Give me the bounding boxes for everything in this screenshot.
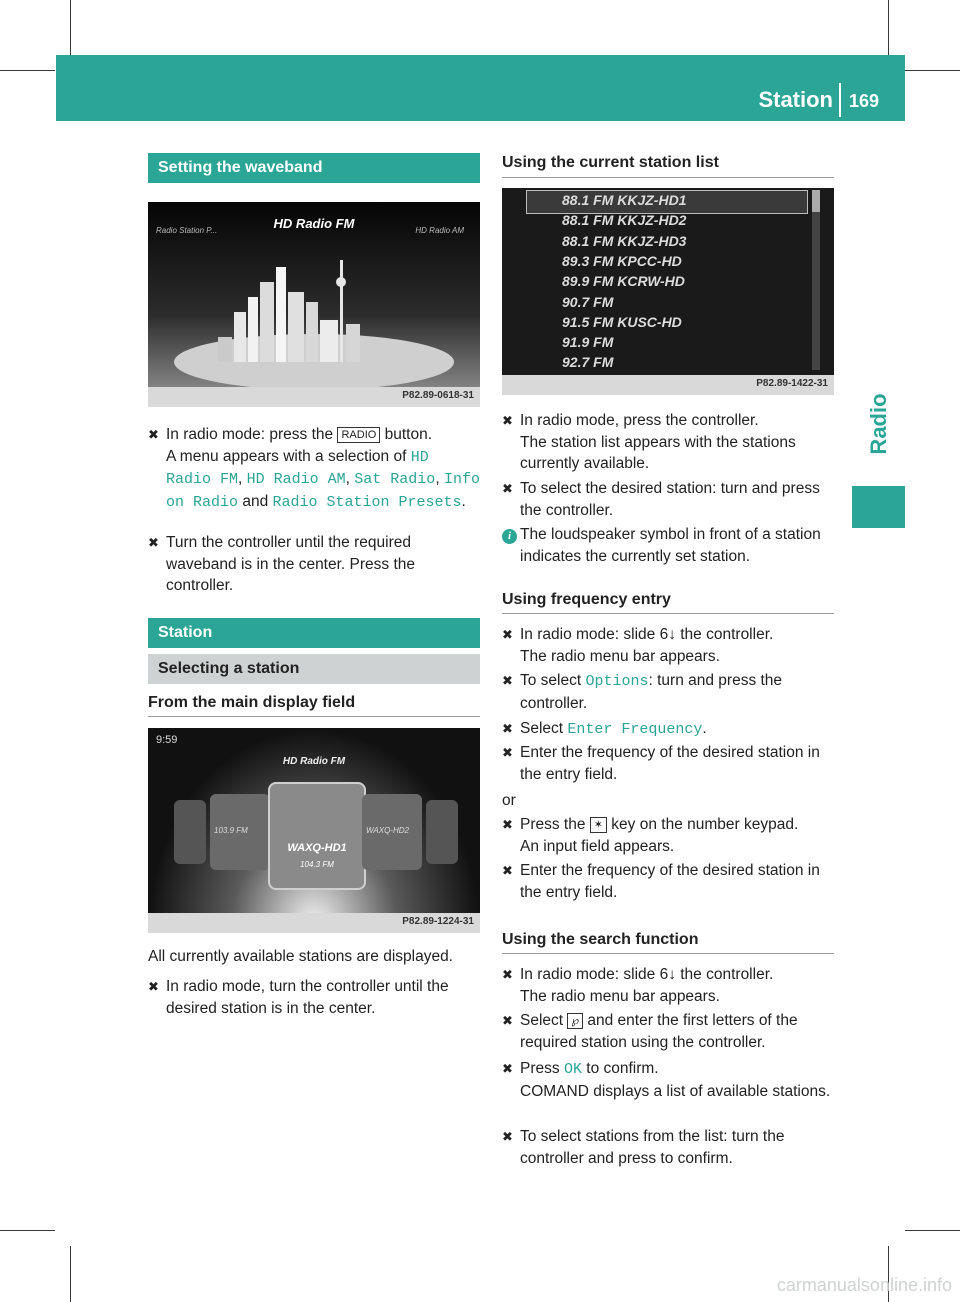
- screen-right-item: HD Radio AM: [415, 226, 464, 235]
- arrow-icon: ✖: [502, 627, 513, 642]
- station-list-item[interactable]: 88.1 FM KKJZ-HD3: [562, 233, 687, 249]
- step-text: button.: [380, 426, 433, 443]
- station-list-item[interactable]: 92.7 FM: [562, 354, 614, 370]
- station-card-center[interactable]: [268, 782, 366, 890]
- crop-mark: [905, 1230, 960, 1231]
- step-text: key on the number keypad.: [607, 816, 799, 833]
- option-sat-radio: Sat Radio: [354, 471, 436, 488]
- step-press-ok: [502, 1058, 836, 1102]
- station-card-far-left: [174, 800, 206, 864]
- step-text: In radio mode: press the: [166, 426, 338, 443]
- step-text: Press the: [520, 816, 590, 833]
- para-all-stations: All currently available stations are displayed.: [148, 948, 453, 965]
- crop-mark: [0, 70, 55, 71]
- section-title-station: [148, 618, 480, 648]
- side-tab-label: Radio: [865, 393, 891, 455]
- screenshot-station-carousel: [148, 728, 480, 933]
- step-text: To select the desired station: turn and press the controller.: [520, 480, 820, 519]
- screen-left-item: Radio Station P...: [156, 226, 218, 235]
- arrow-icon: ✖: [502, 673, 513, 688]
- arrow-icon: ✖: [502, 1013, 513, 1028]
- station-label: 103.9 FM: [214, 826, 248, 835]
- watermark: carmanualsonline.info: [776, 1275, 952, 1295]
- heading-search-function: Using the search function: [502, 931, 699, 948]
- step-text: Select: [520, 1012, 568, 1029]
- step-select-station: [502, 478, 836, 521]
- info-note: [502, 524, 836, 567]
- crop-mark: [70, 0, 71, 55]
- city-illustration: [148, 242, 480, 387]
- option-ok: OK: [563, 1061, 582, 1078]
- center-station-name: WAXQ-HD1: [287, 842, 347, 854]
- step-text: To select: [520, 672, 586, 689]
- caption-code: P82.89-1224-31: [402, 916, 474, 927]
- option-info-on-radio: Info on Radio: [166, 471, 480, 511]
- step-search-slide: [502, 964, 836, 1007]
- step-select-from-list: [502, 1126, 836, 1169]
- station-list-item[interactable]: 88.1 FM KKJZ-HD1: [562, 192, 687, 208]
- caption-code: P82.89-1422-31: [756, 378, 828, 389]
- caption-bar: [502, 375, 834, 395]
- list-scrollbar[interactable]: [812, 190, 820, 370]
- arrow-icon: ✖: [502, 817, 513, 832]
- option-enter-frequency: Enter Frequency: [567, 721, 703, 738]
- page-number: 169: [848, 91, 879, 111]
- step-text: In radio mode: slide 6↓ the controller.: [520, 966, 774, 983]
- crop-mark: [70, 1246, 71, 1302]
- step-select-options: [502, 670, 836, 714]
- step-slide-controller: [502, 624, 836, 667]
- station-label: WAXQ-HD2: [366, 826, 409, 835]
- heading-rule: [502, 953, 834, 954]
- heading-rule: [502, 177, 834, 178]
- arrow-icon: ✖: [502, 863, 513, 878]
- step-text: to confirm.: [581, 1060, 659, 1077]
- heading-rule: [502, 613, 834, 614]
- step-text: The station list appears with the stations currently available.: [520, 433, 796, 472]
- star-key-icon: ✶: [590, 817, 607, 833]
- caption-code: P82.89-0618-31: [402, 390, 474, 401]
- step-text: A menu appears with a selection of: [166, 447, 411, 465]
- step-text: Select: [520, 720, 568, 737]
- step-text: In radio mode, press the controller.: [520, 412, 759, 429]
- step-text: The radio menu bar appears.: [520, 987, 720, 1005]
- step-search-select: [502, 1010, 836, 1053]
- crop-mark: [888, 0, 889, 55]
- step-text: In radio mode: slide 6↓ the controller.: [520, 626, 774, 643]
- list-scrollbar-thumb[interactable]: [812, 190, 820, 212]
- step-press-star-key: [502, 814, 836, 857]
- option-options: Options: [585, 673, 649, 690]
- section-title-text: Setting the waveband: [158, 159, 323, 176]
- center-station-freq: 104.3 FM: [300, 860, 334, 869]
- heading-frequency-entry: Using frequency entry: [502, 591, 671, 608]
- screen-title: HD Radio FM: [282, 756, 346, 767]
- step-text: and enter the first letters of the required station using the controller.: [520, 1012, 798, 1051]
- option-radio-station-presets: Radio Station Presets: [272, 493, 462, 511]
- arrow-icon: ✖: [148, 979, 159, 994]
- station-list-item[interactable]: 89.3 FM KPCC-HD: [562, 253, 682, 269]
- section-title-text: Station: [158, 624, 213, 641]
- step-press-controller: [502, 410, 836, 475]
- station-list-item[interactable]: 89.9 FM KCRW-HD: [562, 273, 685, 289]
- station-card-far-right: [426, 800, 458, 864]
- step-text: Turn the controller until the required waveband is in the center. Press the controller.: [166, 534, 416, 594]
- option-hd-radio-am: HD Radio AM: [246, 471, 346, 488]
- station-card-left: [210, 794, 270, 870]
- arrow-icon: ✖: [502, 721, 513, 736]
- step-select-enter-frequency: ✖ Select Enter Frequency.: [502, 720, 707, 738]
- subsection-title: [148, 654, 480, 684]
- caption-bar: [148, 913, 480, 933]
- step-text: and: [238, 492, 273, 510]
- screen-time: 9:59: [156, 734, 178, 746]
- step-enter-frequency: [502, 742, 836, 785]
- arrow-icon: ✖: [148, 427, 159, 442]
- header-separator: [839, 83, 841, 117]
- station-list-item[interactable]: 88.1 FM KKJZ-HD2: [562, 212, 687, 228]
- heading-station-list: Using the current station list: [502, 154, 719, 171]
- crop-mark: [0, 1230, 55, 1231]
- arrow-icon: ✖: [148, 535, 159, 550]
- arrow-icon: ✖: [502, 1129, 513, 1144]
- page-title: Station: [758, 87, 833, 112]
- station-card-right: [362, 794, 422, 870]
- side-tab-marker: [852, 486, 905, 528]
- step-text: Press: [520, 1060, 564, 1077]
- step-text: To select stations from the list: turn the controller and press to confirm.: [520, 1128, 785, 1167]
- arrow-icon: ✖: [502, 413, 513, 428]
- radio-button-icon: RADIO: [337, 427, 380, 443]
- option-hd-radio-fm: HD Radio FM: [166, 448, 429, 488]
- info-icon: i: [502, 524, 517, 546]
- screen-title: HD Radio FM: [273, 216, 355, 231]
- section-title-waveband: [148, 153, 480, 183]
- step-text: Enter the frequency of the desired station in the entry field.: [520, 744, 820, 783]
- screenshot-station-list: [502, 188, 834, 395]
- side-tab: [852, 374, 905, 474]
- arrow-icon: ✖: [502, 967, 513, 982]
- crop-mark: [905, 70, 960, 71]
- station-list-item[interactable]: 90.7 FM: [562, 294, 614, 310]
- step-turn-to-center: [148, 976, 482, 1019]
- step-text: The radio menu bar appears.: [520, 647, 720, 665]
- screenshot-hd-radio-menu: [148, 202, 480, 407]
- step-turn-controller: [148, 532, 482, 597]
- heading-rule: [148, 716, 480, 717]
- step-text: COMAND displays a list of available stations.: [520, 1082, 831, 1100]
- step-text: In radio mode, turn the controller until the desired station is in the center.: [166, 978, 449, 1017]
- search-icon: ℘: [567, 1013, 583, 1029]
- subsection-title-text: Selecting a station: [158, 660, 300, 677]
- step-text: : turn and press the controller.: [520, 672, 783, 712]
- station-list-item[interactable]: 91.5 FM KUSC-HD: [562, 314, 682, 330]
- arrow-icon: ✖: [502, 1061, 513, 1076]
- step-press-radio: ✖ In radio mode: press the RADIO button. A menu appears with a selection of HD Radio FM, HD Radio AM, Sat Radio, Info on Radio and Radio Station Presets.: [148, 426, 480, 511]
- arrow-icon: ✖: [502, 745, 513, 760]
- or-separator: or: [502, 792, 516, 809]
- step-enter-frequency-2: [502, 860, 836, 903]
- info-text: The loudspeaker symbol in front of a station indicates the currently set station.: [520, 526, 821, 565]
- step-text: An input field appears.: [520, 837, 675, 855]
- page-header: [56, 55, 905, 121]
- caption-bar: [148, 387, 480, 407]
- station-list-item[interactable]: 91.9 FM: [562, 334, 614, 350]
- heading-main-display: From the main display field: [148, 694, 356, 711]
- step-text: Enter the frequency of the desired station in the entry field.: [520, 862, 820, 901]
- arrow-icon: ✖: [502, 481, 513, 496]
